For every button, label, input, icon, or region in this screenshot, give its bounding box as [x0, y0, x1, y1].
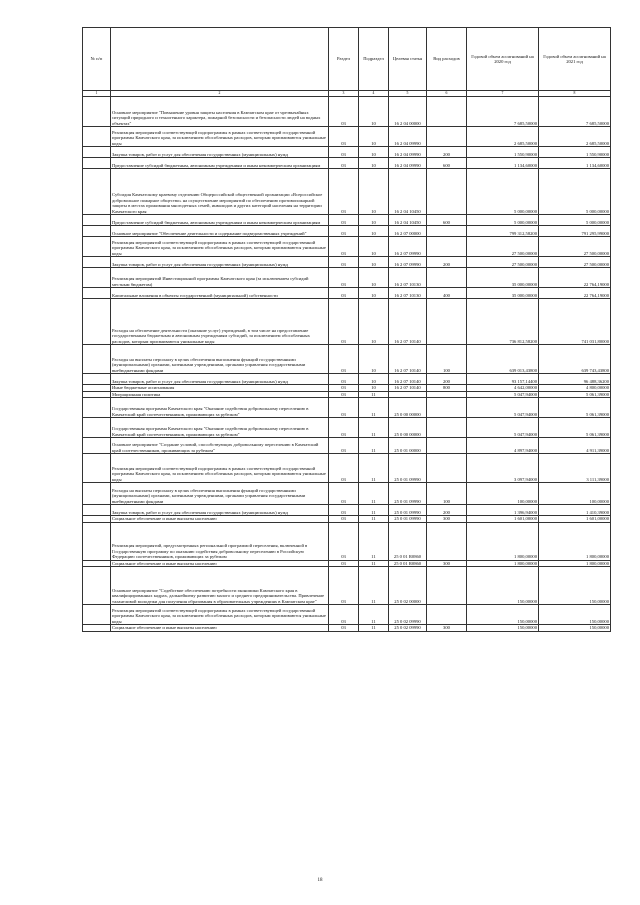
row-target-article-cell: 25 0 02 09990 [389, 605, 427, 625]
row-expense-type-cell: 100 [427, 345, 467, 374]
table-row [83, 257, 611, 268]
row-allocation-2020-cell: 3 097,94000 [467, 454, 539, 483]
table-row [83, 169, 611, 215]
row-description-cell: Закупка товаров, работ и услуг для обеспечения государственных (муниципальных) нужд [111, 147, 329, 158]
row-number-cell [83, 605, 111, 625]
row-allocation-2021-cell: 1 601,00000 [539, 516, 611, 523]
table-row [83, 398, 611, 418]
row-allocation-2020-cell: 1 550,90000 [467, 147, 539, 158]
row-description-cell: Реализация мероприятий Инвестиционной программы Камчатского края (за исключением субсидий местным бюджетам) [111, 268, 329, 288]
row-target-article-cell: 25 0 01 00000 [389, 438, 427, 454]
row-allocation-2021-cell: 100,00000 [539, 483, 611, 505]
column-index: 2 [111, 91, 329, 97]
row-description-cell: Реализация мероприятий соответствующей подпрограммы в рамках соответствующей государственной программы Камчатского края, за исключением обособленных расходов, которым присваиваются уникальные коды [111, 127, 329, 147]
row-description-cell: Предоставление субсидий бюджетным, автономным учреждениям и иным некоммерческим организациям [111, 158, 329, 169]
row-number-cell [83, 505, 111, 516]
row-section-cell: 03 [329, 127, 359, 147]
row-expense-type-cell: 200 [427, 505, 467, 516]
row-section-cell: 03 [329, 522, 359, 560]
row-expense-type-cell [427, 268, 467, 288]
row-subsection-cell: 10 [359, 345, 389, 374]
table-row [83, 438, 611, 454]
row-number-cell [83, 268, 111, 288]
table-row [83, 268, 611, 288]
row-target-article-cell: 16 2 04 09990 [389, 158, 427, 169]
row-number-cell [83, 483, 111, 505]
table-row [83, 215, 611, 226]
row-number-cell [83, 625, 111, 632]
row-description-cell: Реализация мероприятий соответствующей подпрограммы в рамках соответствующей государственной программы Камчатского края, за исключением обособленных расходов, которым присваиваются уникальные коды [111, 605, 329, 625]
row-target-article-cell: 25 0 00 00000 [389, 418, 427, 438]
row-expense-type-cell: 300 [427, 625, 467, 632]
row-allocation-2021-cell: 5 061,39000 [539, 418, 611, 438]
row-allocation-2021-cell: 1 550,90000 [539, 147, 611, 158]
row-description-cell: Миграционная политика [111, 391, 329, 398]
table-row [83, 237, 611, 257]
row-description-cell: Расходы на выплаты персоналу в целях обеспечения выполнения функций государственными (муниципальными) органами, казенными учреждениями, органами управления государственными внебюджетными фондами [111, 345, 329, 374]
row-allocation-2020-cell: 7 685,50000 [467, 97, 539, 127]
row-expense-type-cell: 400 [427, 288, 467, 299]
row-target-article-cell: 16 2 04 10450 [389, 169, 427, 215]
row-allocation-2020-cell: 1 800,00000 [467, 560, 539, 567]
row-expense-type-cell: 600 [427, 158, 467, 169]
row-allocation-2020-cell: 736 812,58200 [467, 299, 539, 345]
table-row [83, 97, 611, 127]
row-section-cell: 03 [329, 454, 359, 483]
row-section-cell: 03 [329, 505, 359, 516]
row-number-cell [83, 97, 111, 127]
row-number-cell [83, 288, 111, 299]
row-expense-type-cell [427, 97, 467, 127]
row-number-cell [83, 567, 111, 605]
row-subsection-cell: 10 [359, 97, 389, 127]
budget-table-sheet [82, 27, 610, 632]
row-description-cell: Закупка товаров, работ и услуг для обеспечения государственных (муниципальных) нужд [111, 257, 329, 268]
row-section-cell: 03 [329, 226, 359, 237]
column-index: 3 [329, 91, 359, 97]
table-body [83, 97, 611, 632]
row-section-cell: 03 [329, 560, 359, 567]
table-row [83, 226, 611, 237]
row-allocation-2021-cell: 150,00000 [539, 605, 611, 625]
row-allocation-2020-cell: 5 000,00000 [467, 215, 539, 226]
row-target-article-cell: 25 0 01 09990 [389, 505, 427, 516]
row-expense-type-cell [427, 438, 467, 454]
row-expense-type-cell: 200 [427, 257, 467, 268]
row-allocation-2021-cell: 791 295,99000 [539, 226, 611, 237]
column-index: 5 [389, 91, 427, 97]
row-target-article-cell: 16 2 07 09990 [389, 257, 427, 268]
row-allocation-2021-cell: 3 111,39000 [539, 454, 611, 483]
row-subsection-cell: 10 [359, 147, 389, 158]
row-target-article-cell: 25 0 00 00000 [389, 398, 427, 418]
row-allocation-2021-cell: 4 911,39000 [539, 438, 611, 454]
row-subsection-cell: 10 [359, 237, 389, 257]
row-allocation-2021-cell: 7 685,50000 [539, 97, 611, 127]
row-allocation-2020-cell: 1 601,00000 [467, 516, 539, 523]
row-subsection-cell: 10 [359, 158, 389, 169]
row-description-cell: Реализация мероприятий соответствующей подпрограммы в рамках соответствующей государственной программы Камчатского края, за исключением обособленных расходов, которым присваиваются уникальные коды [111, 237, 329, 257]
row-number-cell [83, 454, 111, 483]
row-allocation-2020-cell: 5 047,94000 [467, 391, 539, 398]
row-target-article-cell: 16 2 07 10130 [389, 268, 427, 288]
row-allocation-2021-cell: 1 134,60000 [539, 158, 611, 169]
row-allocation-2020-cell: 4 897,94000 [467, 438, 539, 454]
row-expense-type-cell [427, 567, 467, 605]
row-section-cell: 03 [329, 516, 359, 523]
row-description-cell: Основное мероприятие "Создание условий, способствующих добровольному переселению в Камчатский край соотечественников, проживающих за рубежом" [111, 438, 329, 454]
row-target-article-cell: 16 2 07 10140 [389, 299, 427, 345]
row-subsection-cell: 11 [359, 567, 389, 605]
row-description-cell: Основное мероприятие "Обеспечение деятельности и содержание подведомственных учреждений" [111, 226, 329, 237]
header-allocation-2020: Годовой объем ассигнований на 2020 год [467, 28, 539, 91]
row-allocation-2020-cell: 150,00000 [467, 567, 539, 605]
row-expense-type-cell [427, 299, 467, 345]
budget-allocation-table [82, 27, 611, 632]
table-row [83, 127, 611, 147]
row-subsection-cell: 10 [359, 169, 389, 215]
row-expense-type-cell [427, 169, 467, 215]
header-section: Раздел [329, 28, 359, 91]
row-allocation-2020-cell: 27 500,00000 [467, 237, 539, 257]
row-description-cell: Реализация мероприятий, предусмотренных региональной программой переселения, включенной в Государственную программу по оказанию содействия добровольному переселению в Российскую Федерацию соотечественников, проживающих за рубежом [111, 522, 329, 560]
header-number: № п/п [83, 28, 111, 91]
row-description-cell: Расходы на выплаты персоналу в целях обеспечения выполнения функций государственными (муниципальными) органами, казенными учреждениями, органами управления государственными внебюджетными фондами [111, 483, 329, 505]
row-allocation-2021-cell: 1 800,00000 [539, 522, 611, 560]
row-allocation-2021-cell: 96 488,36200 [539, 374, 611, 385]
row-subsection-cell: 11 [359, 605, 389, 625]
row-target-article-cell: 25 0 01 09990 [389, 483, 427, 505]
row-expense-type-cell [427, 418, 467, 438]
row-description-cell: Социальное обеспечение и иные выплаты населению [111, 560, 329, 567]
row-allocation-2020-cell: 5 047,94000 [467, 398, 539, 418]
row-subsection-cell: 10 [359, 127, 389, 147]
row-allocation-2020-cell: 27 500,00000 [467, 257, 539, 268]
row-allocation-2020-cell: 150,00000 [467, 605, 539, 625]
row-allocation-2020-cell: 1 396,94000 [467, 505, 539, 516]
row-section-cell: 03 [329, 268, 359, 288]
row-allocation-2021-cell: 27 500,00000 [539, 237, 611, 257]
row-number-cell [83, 127, 111, 147]
row-description-cell: Закупка товаров, работ и услуг для обеспечения государственных (муниципальных) нужд [111, 505, 329, 516]
row-target-article-cell: 25 0 01 09990 [389, 454, 427, 483]
row-section-cell: 03 [329, 605, 359, 625]
row-expense-type-cell: 100 [427, 483, 467, 505]
row-target-article-cell: 16 2 04 00000 [389, 97, 427, 127]
row-target-article-cell: 16 2 04 09990 [389, 147, 427, 158]
row-target-article-cell: 25 0 02 00000 [389, 567, 427, 605]
row-target-article-cell: 16 2 07 10140 [389, 385, 427, 392]
row-description-cell: Социальное обеспечение и иные выплаты населению [111, 516, 329, 523]
row-allocation-2021-cell: 5 061,39000 [539, 398, 611, 418]
row-allocation-2020-cell: 2 685,50000 [467, 127, 539, 147]
row-allocation-2020-cell: 5 047,94000 [467, 418, 539, 438]
row-allocation-2020-cell: 5 000,00000 [467, 169, 539, 215]
row-section-cell: 03 [329, 398, 359, 418]
row-description-cell: Социальное обеспечение и иные выплаты населению [111, 625, 329, 632]
row-number-cell [83, 226, 111, 237]
row-number-cell [83, 299, 111, 345]
row-allocation-2021-cell: 22 764,19000 [539, 268, 611, 288]
row-section-cell: 03 [329, 97, 359, 127]
row-section-cell: 03 [329, 237, 359, 257]
row-target-article-cell: 16 2 07 10140 [389, 345, 427, 374]
row-target-article-cell: 16 2 07 10130 [389, 288, 427, 299]
row-target-article-cell: 16 2 04 09990 [389, 127, 427, 147]
row-subsection-cell: 11 [359, 418, 389, 438]
row-expense-type-cell [427, 237, 467, 257]
row-target-article-cell: 16 2 04 10450 [389, 215, 427, 226]
row-target-article-cell: 25 0 01 R0860 [389, 522, 427, 560]
row-target-article-cell: 25 0 01 09990 [389, 516, 427, 523]
row-description-cell: Иные бюджетные ассигнования [111, 385, 329, 392]
row-target-article-cell: 16 2 07 09990 [389, 237, 427, 257]
row-expense-type-cell [427, 522, 467, 560]
row-allocation-2020-cell: 1 134,60000 [467, 158, 539, 169]
row-description-cell: Государственная программа Камчатского края "Оказание содействия добровольному переселению в Камчатский край соотечественников, проживающих за рубежом" [111, 398, 329, 418]
row-allocation-2020-cell: 93 157,14400 [467, 374, 539, 385]
table-row [83, 483, 611, 505]
row-number-cell [83, 237, 111, 257]
table-row [83, 288, 611, 299]
row-section-cell: 03 [329, 299, 359, 345]
row-allocation-2020-cell: 4 642,00000 [467, 385, 539, 392]
row-allocation-2021-cell: 27 500,00000 [539, 257, 611, 268]
row-allocation-2020-cell: 35 000,00000 [467, 288, 539, 299]
table-row [83, 605, 611, 625]
table-row [83, 625, 611, 632]
row-section-cell: 03 [329, 215, 359, 226]
row-number-cell [83, 398, 111, 418]
column-index: 7 [467, 91, 539, 97]
row-subsection-cell: 10 [359, 374, 389, 385]
table-row [83, 147, 611, 158]
row-expense-type-cell: 600 [427, 215, 467, 226]
row-allocation-2021-cell: 5 061,39000 [539, 391, 611, 398]
header-target-article: Целевая статья [389, 28, 427, 91]
row-subsection-cell: 11 [359, 516, 389, 523]
row-subsection-cell: 10 [359, 226, 389, 237]
row-target-article-cell: 16 2 07 00000 [389, 226, 427, 237]
row-expense-type-cell [427, 226, 467, 237]
row-section-cell: 03 [329, 257, 359, 268]
row-section-cell: 03 [329, 385, 359, 392]
row-section-cell: 03 [329, 418, 359, 438]
row-subsection-cell: 11 [359, 391, 389, 398]
row-allocation-2020-cell: 100,00000 [467, 483, 539, 505]
table-row [83, 374, 611, 385]
row-allocation-2021-cell: 5 000,00000 [539, 215, 611, 226]
column-index: 6 [427, 91, 467, 97]
row-allocation-2021-cell: 22 764,19000 [539, 288, 611, 299]
row-subsection-cell: 11 [359, 454, 389, 483]
page-number: 18 [317, 878, 323, 883]
row-section-cell: 03 [329, 625, 359, 632]
row-allocation-2020-cell: 799 312,58200 [467, 226, 539, 237]
row-expense-type-cell [427, 127, 467, 147]
row-allocation-2020-cell: 639 013,43800 [467, 345, 539, 374]
row-allocation-2021-cell: 2 685,50000 [539, 127, 611, 147]
row-section-cell: 03 [329, 374, 359, 385]
row-allocation-2021-cell: 741 031,80000 [539, 299, 611, 345]
row-section-cell: 03 [329, 147, 359, 158]
table-row [83, 418, 611, 438]
row-expense-type-cell [427, 454, 467, 483]
row-expense-type-cell: 200 [427, 374, 467, 385]
header-description [111, 28, 329, 91]
row-section-cell: 03 [329, 169, 359, 215]
row-subsection-cell: 10 [359, 257, 389, 268]
row-allocation-2020-cell: 35 000,00000 [467, 268, 539, 288]
header-allocation-2021: Годовой объем ассигнований на 2021 год [539, 28, 611, 91]
row-description-cell: Расходы на обеспечение деятельности (оказание услуг) учреждений, в том числе на предоставление государственным бюджетным и автономным учреждениям субсидий, за исключением обособленных расходов, которым присваиваются уникальные коды [111, 299, 329, 345]
row-allocation-2020-cell: 1 800,00000 [467, 522, 539, 560]
row-expense-type-cell: 200 [427, 147, 467, 158]
row-target-article-cell: 16 2 07 10140 [389, 374, 427, 385]
row-subsection-cell: 11 [359, 522, 389, 560]
header-expense-type: Вид расходов [427, 28, 467, 91]
row-number-cell [83, 169, 111, 215]
row-section-cell: 03 [329, 567, 359, 605]
row-allocation-2021-cell: 4 800,00000 [539, 385, 611, 392]
table-row [83, 567, 611, 605]
row-subsection-cell: 10 [359, 385, 389, 392]
row-allocation-2021-cell: 150,00000 [539, 625, 611, 632]
row-number-cell [83, 215, 111, 226]
row-expense-type-cell: 300 [427, 516, 467, 523]
row-subsection-cell: 11 [359, 505, 389, 516]
row-number-cell [83, 438, 111, 454]
row-subsection-cell: 11 [359, 483, 389, 505]
row-expense-type-cell [427, 398, 467, 418]
row-section-cell: 03 [329, 158, 359, 169]
column-index: 8 [539, 91, 611, 97]
row-section-cell: 03 [329, 345, 359, 374]
row-section-cell: 03 [329, 391, 359, 398]
table-row [83, 158, 611, 169]
row-allocation-2021-cell: 1 410,39000 [539, 505, 611, 516]
row-subsection-cell: 11 [359, 398, 389, 418]
row-subsection-cell: 10 [359, 299, 389, 345]
table-row [83, 522, 611, 560]
row-number-cell [83, 158, 111, 169]
row-allocation-2021-cell: 5 000,00000 [539, 169, 611, 215]
row-subsection-cell: 11 [359, 560, 389, 567]
table-row [83, 299, 611, 345]
column-index: 4 [359, 91, 389, 97]
header-row [83, 28, 611, 91]
row-section-cell: 03 [329, 483, 359, 505]
row-subsection-cell: 10 [359, 268, 389, 288]
table-row [83, 505, 611, 516]
row-expense-type-cell: 800 [427, 385, 467, 392]
row-number-cell [83, 418, 111, 438]
row-description-cell: Основное мероприятие "Повышение уровня защиты населения в Камчатском крае от чрезвычайных ситуаций природного и техногенного характера, пожарной безопасности и безопасности людей на водных объектах" [111, 97, 329, 127]
row-section-cell: 03 [329, 438, 359, 454]
row-number-cell [83, 522, 111, 560]
row-allocation-2021-cell: 1 800,00000 [539, 560, 611, 567]
row-number-cell [83, 345, 111, 374]
row-description-cell: Закупка товаров, работ и услуг для обеспечения государственных (муниципальных) нужд [111, 374, 329, 385]
row-number-cell [83, 147, 111, 158]
column-index: 1 [83, 91, 111, 97]
row-subsection-cell: 11 [359, 438, 389, 454]
row-number-cell [83, 257, 111, 268]
row-description-cell: Предоставление субсидий бюджетным, автономным учреждениям и иным некоммерческим организациям [111, 215, 329, 226]
row-subsection-cell: 10 [359, 288, 389, 299]
row-description-cell: Капитальные вложения в объекты государственной (муниципальной) собственности [111, 288, 329, 299]
row-section-cell: 03 [329, 288, 359, 299]
header-subsection: Подраздел [359, 28, 389, 91]
table-row [83, 454, 611, 483]
table-row [83, 345, 611, 374]
row-subsection-cell: 10 [359, 215, 389, 226]
row-expense-type-cell: 300 [427, 560, 467, 567]
row-expense-type-cell [427, 605, 467, 625]
row-description-cell: Субсидия Камчатскому краевому отделению Общероссийской общественной организации «Всероссийское добровольное пожарное общество» на осуществление мероприятий по обеспечению противопожарной защиты в местах проживания многодетных семей, инвалидов и других категорий населения на территории Камчатского края [111, 169, 329, 215]
row-target-article-cell: 25 0 01 R0860 [389, 560, 427, 567]
row-allocation-2021-cell: 150,00000 [539, 567, 611, 605]
row-target-article-cell: 25 0 02 09990 [389, 625, 427, 632]
row-subsection-cell: 11 [359, 625, 389, 632]
row-allocation-2021-cell: 639 743,43800 [539, 345, 611, 374]
row-description-cell: Основное мероприятие "Содействие обеспечению потребности экономики Камчатского края в квалифицированных кадрах, дальнейшему развитию малого и среднего предпринимательства. Привлечение талантливой молодежи для получения образования в образовательных учреждениях в Камчатском крае" [111, 567, 329, 605]
row-number-cell [83, 374, 111, 385]
row-description-cell: Государственная программа Камчатского края "Оказание содействия добровольному переселению в Камчатский край соотечественников, проживающих за рубежом" [111, 418, 329, 438]
row-description-cell: Реализация мероприятий соответствующей подпрограммы в рамках соответствующей государственной программы Камчатского края, за исключением обособленных расходов, которым присваиваются уникальные коды [111, 454, 329, 483]
row-allocation-2020-cell: 150,00000 [467, 625, 539, 632]
